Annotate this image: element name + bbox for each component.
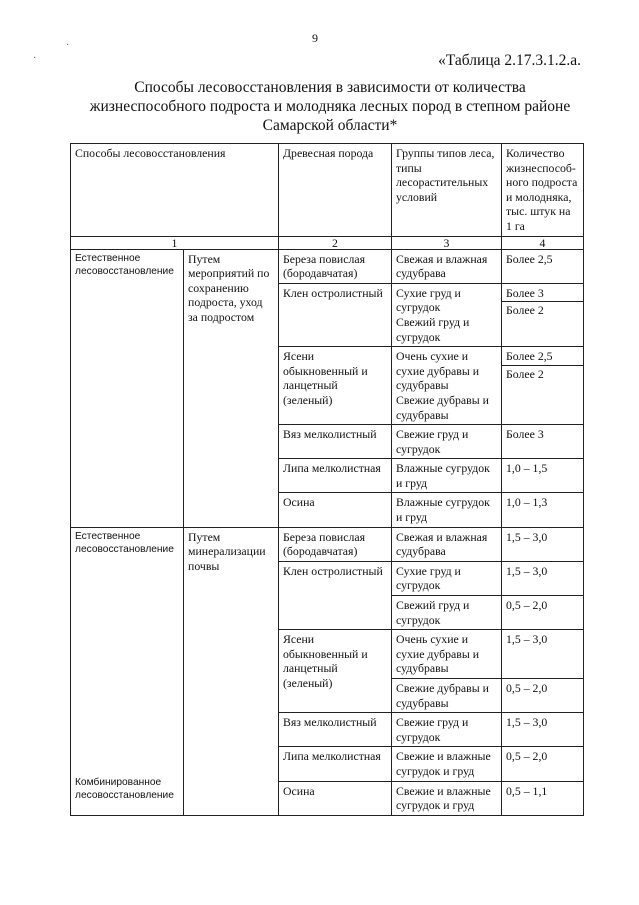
header-groups: Группы типов леса, типы лесорастительных условий xyxy=(392,144,502,237)
forest-type-cell: Свежие груд и сугрудок xyxy=(392,425,502,459)
table-row xyxy=(71,527,584,561)
table-row xyxy=(71,249,584,283)
quantity-value: Более 2 xyxy=(502,365,583,382)
quantity-value: Более 3 xyxy=(506,285,544,300)
forest-type-line: Очень сухие и сухие дубравы и судубравы xyxy=(396,349,480,393)
quantity-cell: 1,5 – 3,0 xyxy=(502,713,584,747)
header-row xyxy=(71,144,584,237)
method-cell: Естественное лесовосстановление xyxy=(71,249,184,527)
species-cell: Клен остролистный xyxy=(279,283,392,346)
quantity-cell: 0,5 – 2,0 xyxy=(502,747,584,781)
forest-type-cell: Свежий груд и сугрудок xyxy=(392,596,502,630)
column-number: 3 xyxy=(392,236,502,249)
quantity-cell xyxy=(502,283,584,346)
species-cell: Клен остролистный xyxy=(279,561,392,629)
species-cell: Береза повислая (бородавчатая) xyxy=(279,527,392,561)
reforestation-table xyxy=(70,143,584,816)
quantity-value: Более 2,5 xyxy=(506,349,553,364)
column-number: 1 xyxy=(71,236,279,249)
quantity-cell xyxy=(502,347,584,425)
quantity-cell: 0,5 – 1,1 xyxy=(502,781,584,815)
method-label: Естественное лесовосстановление xyxy=(75,530,174,555)
table-reference: «Таблица 2.17.3.1.2.а. xyxy=(438,52,581,69)
forest-type-cell: Влажные сугрудок и груд xyxy=(392,459,502,493)
quantity-cell: 0,5 – 2,0 xyxy=(502,679,584,713)
quantity-cell: 1,5 – 3,0 xyxy=(502,561,584,595)
quantity-value: Более 2 xyxy=(502,301,583,318)
scan-speck: · xyxy=(66,40,70,51)
forest-type-cell xyxy=(392,283,502,346)
header-species: Древесная порода xyxy=(279,144,392,237)
species-cell: Ясени обыкновенный и ланцетный (зеленый) xyxy=(279,630,392,713)
species-cell: Береза повислая (бородавчатая) xyxy=(279,249,392,283)
quantity-cell: 1,0 – 1,5 xyxy=(502,459,584,493)
quantity-cell: 0,5 – 2,0 xyxy=(502,596,584,630)
forest-type-line: Свежий груд и сугрудок xyxy=(396,314,470,344)
species-cell: Липа мелколистная xyxy=(279,747,392,781)
measure-cell: Путем минерализации почвы xyxy=(184,527,279,815)
forest-type-cell: Свежие и влажные сугрудок и груд xyxy=(392,781,502,815)
species-cell: Осина xyxy=(279,493,392,527)
forest-type-cell: Свежие и влажные сугрудок и груд xyxy=(392,747,502,781)
document-title xyxy=(60,78,600,135)
title-line: Способы лесовосстановления в зависимости от количества xyxy=(134,79,526,96)
quantity-cell: Более 3 xyxy=(502,425,584,459)
column-number-row xyxy=(71,236,584,249)
species-cell: Осина xyxy=(279,781,392,815)
species-cell: Вяз мелколистный xyxy=(279,425,392,459)
header-quantity: Количество жизнеспособ-ного подроста и молодняка, тыс. штук на 1 га xyxy=(502,144,584,237)
method-cell xyxy=(71,527,184,815)
forest-type-cell xyxy=(392,347,502,425)
quantity-cell: 1,5 – 3,0 xyxy=(502,527,584,561)
forest-type-cell: Свежая и влажная судубрава xyxy=(392,249,502,283)
forest-type-cell: Сухие груд и сугрудок xyxy=(392,561,502,595)
quantity-cell: 1,5 – 3,0 xyxy=(502,630,584,679)
species-cell: Вяз мелколистный xyxy=(279,713,392,747)
title-line: Самарской области* xyxy=(262,117,398,134)
column-number: 4 xyxy=(502,236,584,249)
header-methods: Способы лесовосстановления xyxy=(71,144,279,237)
forest-type-cell: Свежие дубравы и судубравы xyxy=(392,679,502,713)
measure-cell: Путем мероприятий по сохранению подроста, уход за подростом xyxy=(184,249,279,527)
scan-speck: · xyxy=(33,53,37,64)
quantity-cell: Более 2,5 xyxy=(502,249,584,283)
species-cell: Ясени обыкновенный и ланцетный (зеленый) xyxy=(279,347,392,425)
page-number: 9 xyxy=(312,31,318,45)
forest-type-line: Свежие дубравы и судубравы xyxy=(396,392,489,422)
forest-type-cell: Свежая и влажная судубрава xyxy=(392,527,502,561)
forest-type-line: Сухие груд и сугрудок xyxy=(396,285,461,315)
forest-type-cell: Очень сухие и сухие дубравы и судубравы xyxy=(392,630,502,679)
quantity-cell: 1,0 – 1,3 xyxy=(502,493,584,527)
forest-type-cell: Влажные сугрудок и груд xyxy=(392,493,502,527)
forest-type-cell: Свежие груд и сугрудок xyxy=(392,713,502,747)
title-line: жизнеспособного подроста и молодняка лесных пород в степном районе xyxy=(89,98,571,115)
species-cell: Липа мелколистная xyxy=(279,459,392,493)
column-number: 2 xyxy=(279,236,392,249)
method-label: Комбинированное лесовосстановление xyxy=(75,776,174,801)
